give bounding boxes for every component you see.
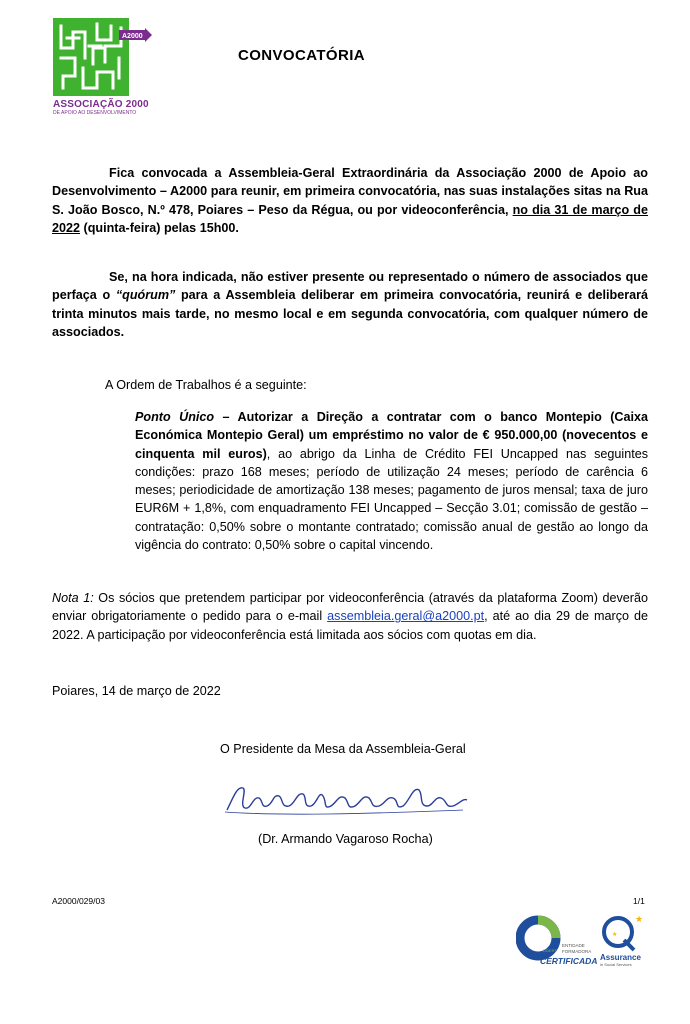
assurance-word: Assurance <box>600 953 641 962</box>
agenda-item: Ponto Único – Autorizar a Direção a contratar com o banco Montepio (Caixa Económica Montepio Geral) um empréstimo no valor de € 950.000,00 (novecentos e cinquenta mil euros), ao abrigo da Linha de Crédito FEI Uncapped nas seguintes condições: prazo 168 meses; período de utilização 24 meses; período de carência 6 meses; periodicidade de amortização 138 meses; pagamento de juros mensal; taxa de juro EUR6M + 1,8%, com enquadramento FEI Uncapped – Secção 3.01; comissão de gestão – contratação: 0,50% sobre o montante contratado; comissão anual de gestão ao longo da vigência do contrato: 0,50% sobre o capital vincendo. <box>135 410 649 553</box>
logo-title: ASSOCIAÇÃO 2000 <box>53 99 149 110</box>
president-title: O Presidente da Mesa da Assembleia-Geral <box>220 742 466 756</box>
meeting-date: no dia 31 de março de 2022 <box>52 202 648 235</box>
dgert-certification-logo <box>516 912 598 972</box>
document-reference: A2000/029/03 <box>52 896 105 906</box>
note-label: Nota 1: <box>52 591 94 605</box>
agenda-label: Ponto Único <box>135 410 215 424</box>
document-title: CONVOCATÓRIA <box>238 47 366 64</box>
quorum-paragraph: Se, na hora indicada, não estiver presente ou representado o número de associados que perfaça o “quórum” para a Assembleia deliberar em primeira convocatória, reunirá e deliberará trinta minutos mais tarde, no mesmo local e em segunda convocatória, com qualquer número de associados. <box>52 270 649 339</box>
assurance-sub: in Social Services <box>600 962 632 967</box>
note-paragraph: Nota 1: Os sócios que pretendem participar por videoconferência (através da plataforma Zoom) deverão enviar obrigatoriamente o pedido para o e-mail assembleia.geral@a2000.pt, até ao dia 29 de março de 2022. A participação por videoconferência está limitada aos sócios com quotas em dia. <box>52 591 648 642</box>
date-line: Poiares, 14 de março de 2022 <box>52 684 221 698</box>
logo-subtitle: DE APOIO AO DESENVOLVIMENTO <box>53 110 137 116</box>
handwritten-signature <box>223 776 473 822</box>
logo-name: A2000 <box>122 33 143 40</box>
page-number: 1/1 <box>633 896 645 906</box>
agenda-intro: A Ordem de Trabalhos é a seguinte: <box>105 378 307 392</box>
svg-text:★: ★ <box>612 931 618 938</box>
email-link[interactable]: assembleia.geral@a2000.pt <box>327 609 485 624</box>
cert-word: CERTIFICADA <box>540 956 598 966</box>
signer-name: (Dr. Armando Vagaroso Rocha) <box>258 832 433 846</box>
cert-line1: ENTIDADE <box>562 943 585 948</box>
assurance-logo <box>598 912 646 972</box>
cert-line2: FORMADORA <box>562 949 592 954</box>
svg-text:★: ★ <box>635 915 644 925</box>
quorum-term: “quórum” <box>115 288 176 303</box>
cert-mark: DGERT <box>543 948 557 953</box>
convocation-paragraph: Fica convocada a Assembleia-Geral Extraordinária da Associação 2000 de Apoio ao Desenvolvimento – A2000 para reunir, em primeira convocatória, nas suas instalações sitas na Rua S. João Bosco, N.º 478, Poiares – Peso da Régua, ou por videoconferência, no dia 31 de março de 2022 (quinta-feira) pelas 15h00. <box>52 166 648 235</box>
